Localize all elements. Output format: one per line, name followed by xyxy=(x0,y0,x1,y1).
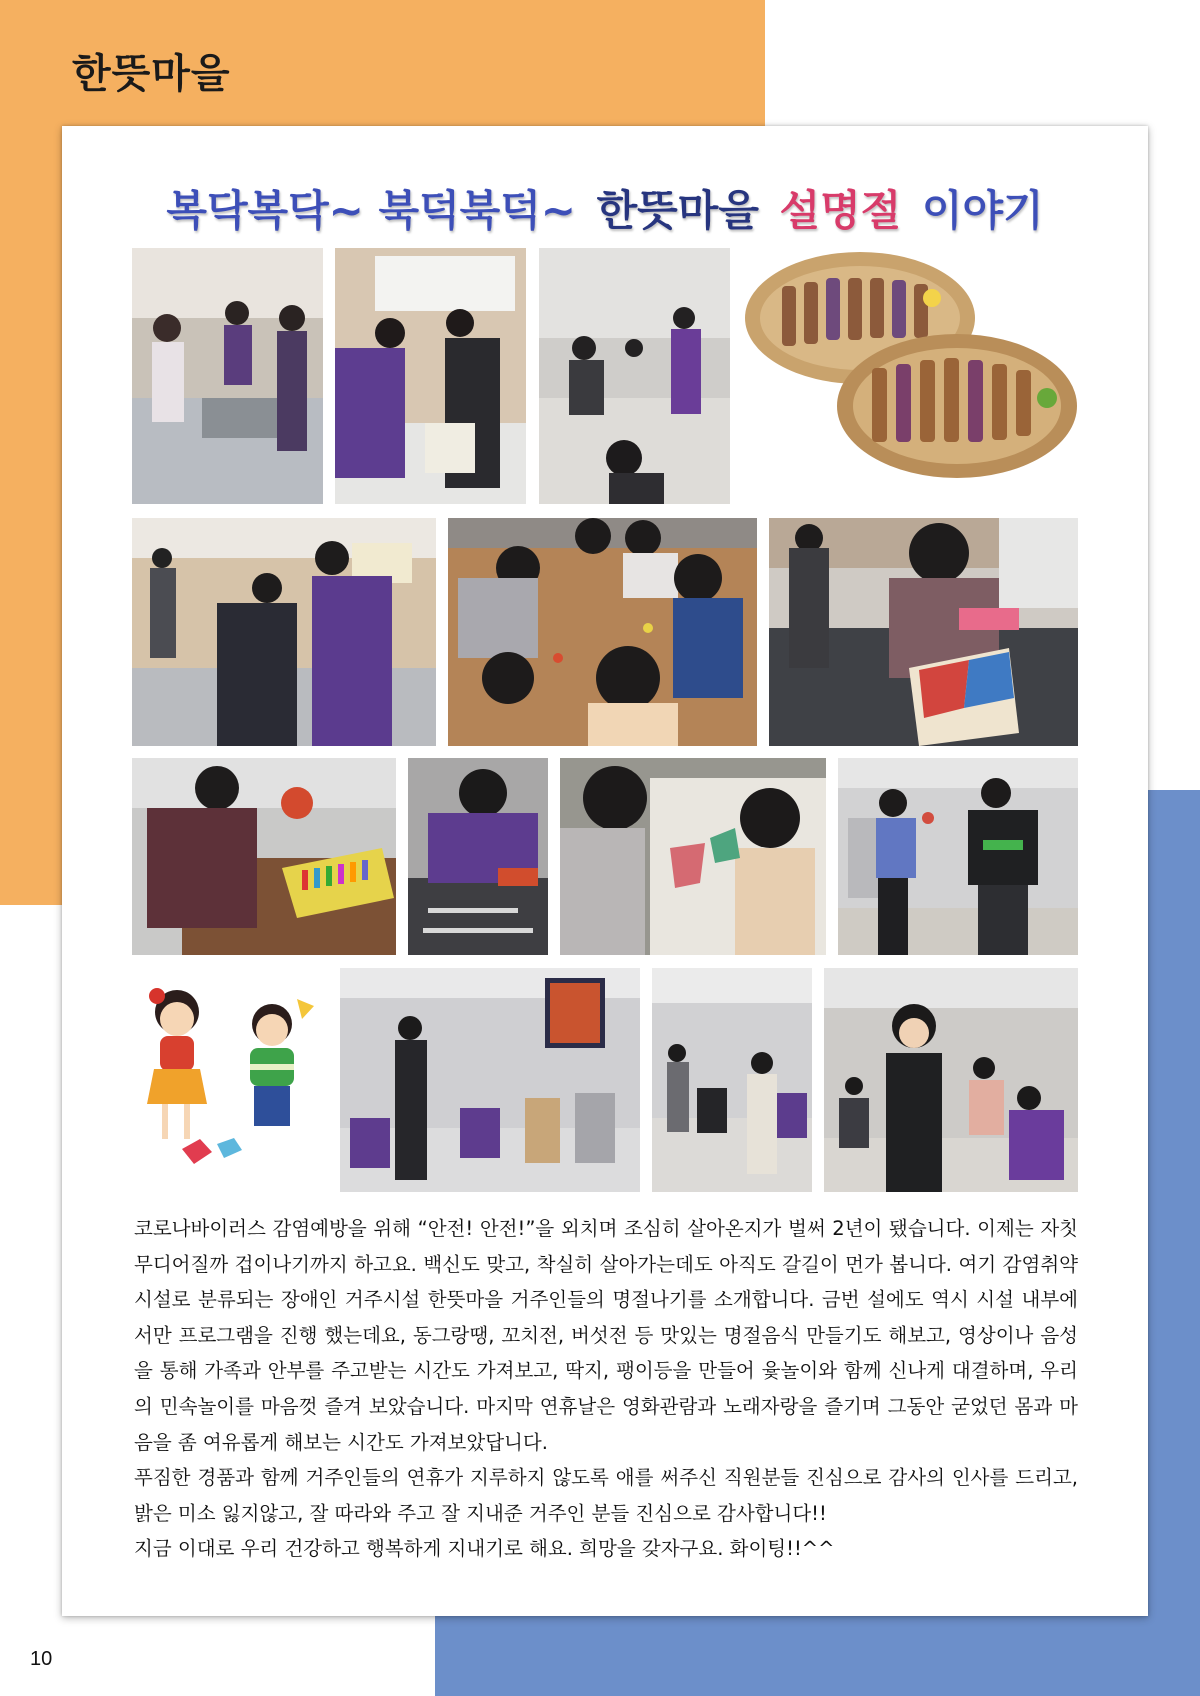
illustration-children-playing xyxy=(132,974,317,1184)
photo-cooking-kitchen xyxy=(132,248,323,504)
article-card xyxy=(62,126,1148,1616)
photo-kite-making xyxy=(560,758,826,955)
photo-drawing-board xyxy=(769,518,1078,746)
article-body xyxy=(134,1211,1078,1567)
photo-ddakji-play xyxy=(838,758,1078,955)
headline-part-1: 복닥복닥~ 북덕북덕~ xyxy=(166,186,576,235)
headline-part-3: 설명절 xyxy=(779,186,902,235)
photo-hall-game xyxy=(539,248,730,504)
headline-part-4: 이야기 xyxy=(921,186,1044,235)
page-number: 10 xyxy=(30,1648,53,1670)
photo-karaoke-singer xyxy=(340,968,640,1192)
body-paragraph: 코로나바이러스 감염예방을 위해 “안전! 안전!”을 외치며 조심히 살아온지가 벌써 2년이 됐습니다. 이제는 자칫 무디어질까 겁이나기까지 하고요. 백신도 맞고, 착실히 살아가는데도 아직도 갈길이 먼가 봅니다. 여기 감염취약시설로 분류되는 장애인 거주시설 한뜻마을 거주인들의 명절나기를 소개합니다. 금번 설에도 역시 시설 내부에서만 프로그램을 진행 했는데요, 동그랑땡, 꼬치전, 버섯전 등 맛있는 명절음식 만들기도 해보고, 영상이나 음성을 통해 가족과 안부를 주고받는 시간도 가져보고, 딱지, 팽이등을 만들어 윷놀이와 함께 신나게 대결하며, 우리의 민속놀이를 마음껏 즐겨 보았습니다. 마지막 연휴날은 영화관람과 노래자랑을 즐기며 그동안 굳었던 몸과 마음을 좀 여유롭게 해보는 시간도 가져보았답니다. xyxy=(134,1217,1078,1454)
photo-spinning-tops xyxy=(448,518,757,746)
photo-skewer-food xyxy=(742,238,1082,500)
article-headline xyxy=(62,178,1148,238)
photo-cooking-counter xyxy=(335,248,526,504)
photo-making-ddakji xyxy=(408,758,548,955)
photo-karaoke-girl xyxy=(824,968,1078,1192)
photo-hall-gathering xyxy=(652,968,812,1192)
body-paragraph: 푸짐한 경품과 함께 거주인들의 연휴가 지루하지 않도록 애를 써주신 직원분들 진심으로 감사의 인사를 드리고, 밝은 미소 잃지않고, 잘 따라와 주고 잘 지내준 거주인 분들 진심으로 감사합니다!! xyxy=(134,1466,1078,1525)
section-title: 한뜻마을 xyxy=(72,51,231,97)
body-paragraph: 지금 이대로 우리 건강하고 행복하게 지내기로 해요. 희망을 갖자구요. 화이팅!!^^ xyxy=(134,1537,835,1561)
headline-part-2: 한뜻마을 xyxy=(596,186,759,235)
photo-preparing-food xyxy=(132,518,436,746)
photo-coloring-pastels xyxy=(132,758,396,955)
